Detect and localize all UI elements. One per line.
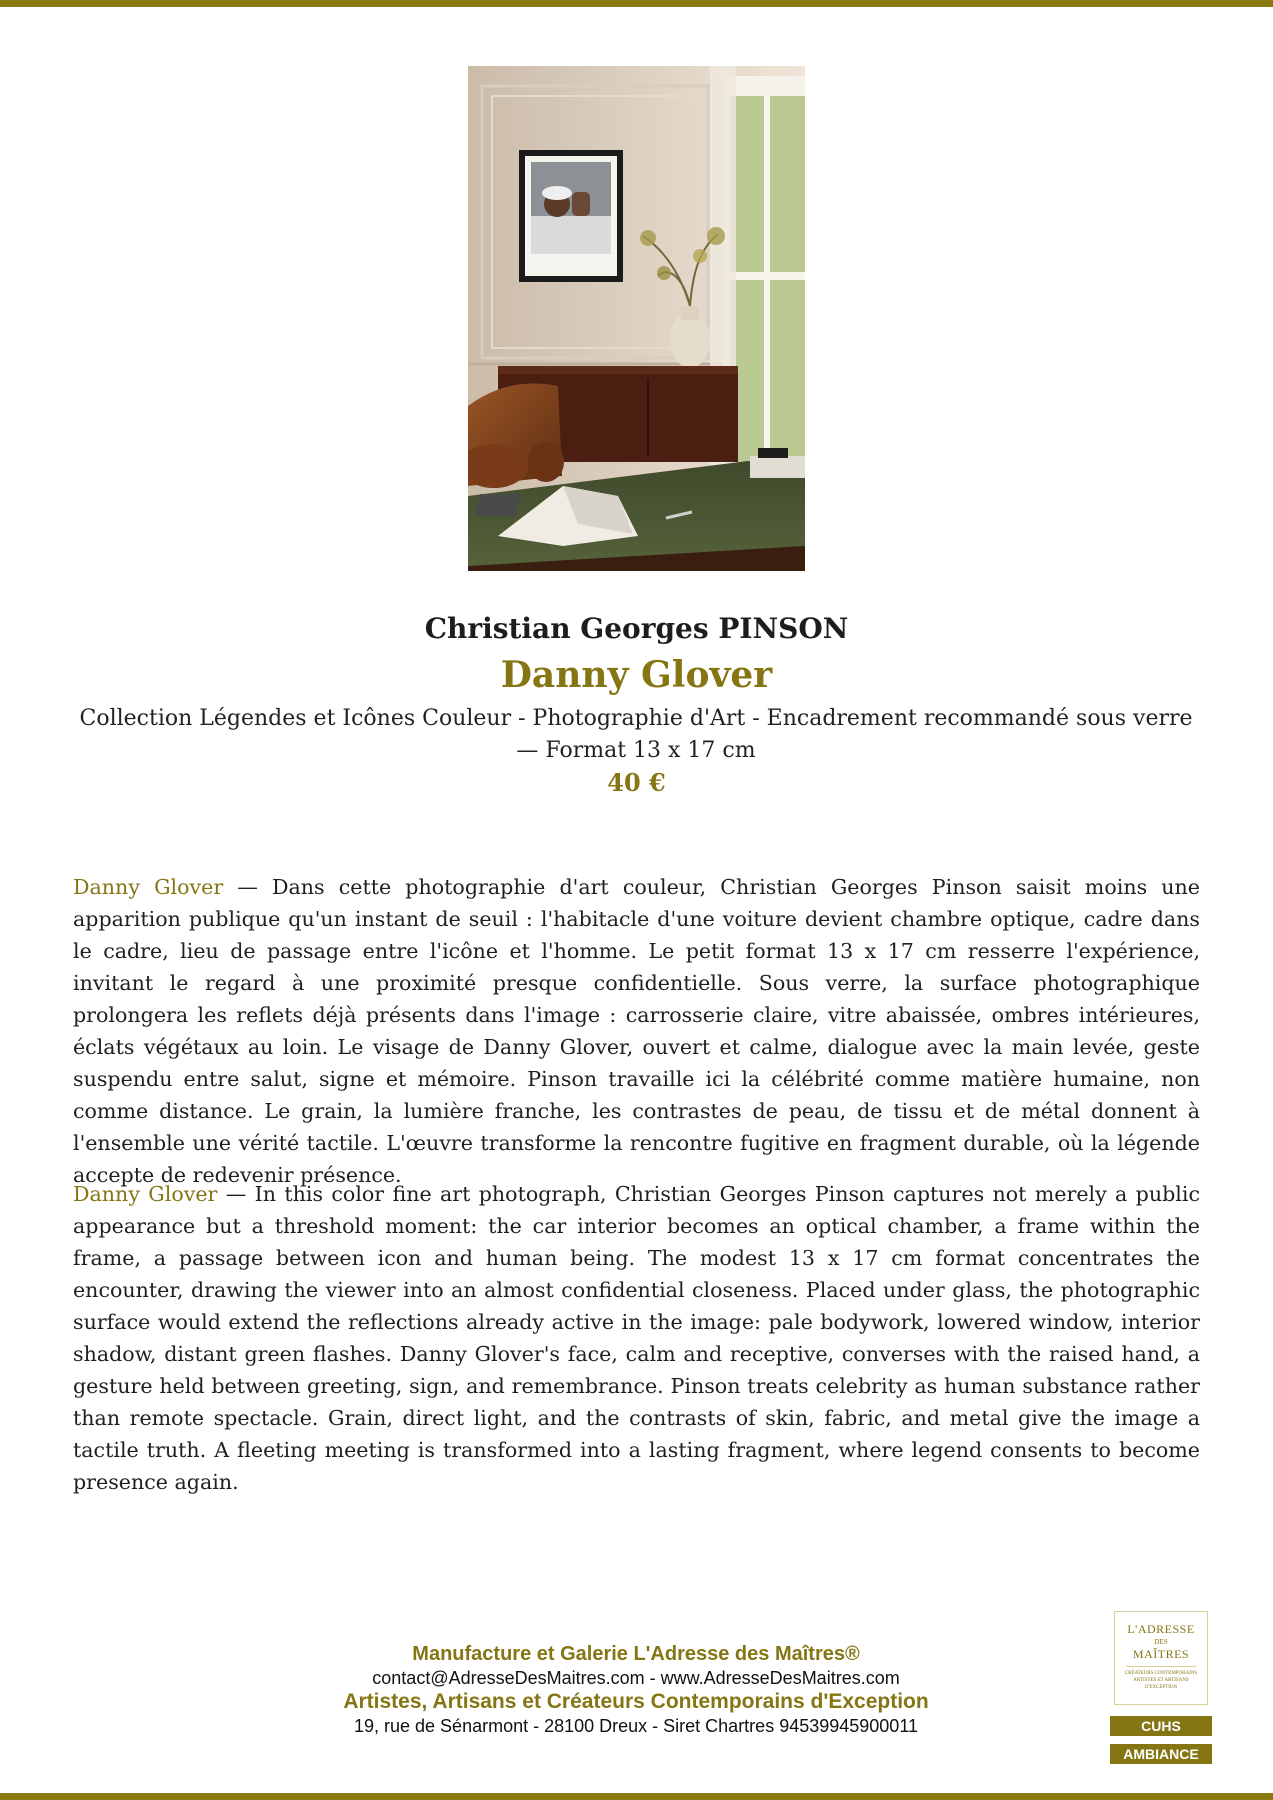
artwork-title: Danny Glover bbox=[500, 654, 773, 696]
artist-name: Christian Georges PINSON bbox=[424, 612, 849, 645]
top-border-bar bbox=[0, 0, 1273, 7]
artwork-price: 40 € bbox=[607, 768, 666, 797]
footer-gallery-name: Manufacture et Galerie L'Adresse des Maîtres® bbox=[412, 1643, 860, 1665]
bottom-border-bar bbox=[0, 1793, 1273, 1800]
logo-line-3: MAÎTRES bbox=[1132, 1647, 1190, 1661]
badge-ambiance: AMBIANCE bbox=[1110, 1744, 1212, 1764]
artwork-description: Collection Légendes et Icônes Couleur - Photographie d'Art - Encadrement recommandé sous verre — Format 13 x 17 cm bbox=[79, 706, 1193, 763]
paragraph-body-en: — In this color fine art photograph, Christian Georges Pinson captures not merely a public appearance but a threshold moment: the car interior becomes an optical chamber, a frame within the frame, a passage between icon and human being. The modest 13 x 17 cm format concentrates the encounter, drawing the viewer into an almost confidential closeness. Placed under glass, the photographic surface would extend the reflections already active in the image: pale bodywork, lowered window, interior shadow, distant green flashes. Danny Glover's face, calm and receptive, converses with the raised hand, a gesture held between greeting, sign, and remembrance. Pinson treats celebrity as human substance rather than remote spectacle. Grain, direct light, and the contrasts of skin, fabric, and metal give the image a tactile truth. A fleeting meeting is transformed into a lasting fragment, where legend consents to become presence again. bbox=[73, 1182, 1200, 1494]
logo-divider bbox=[1126, 1666, 1196, 1667]
footer bbox=[236, 1642, 1036, 1738]
paragraph-body-fr: — Dans cette photographie d'art couleur, Christian Georges Pinson saisit moins une apparition publique qu'un instant de seuil : l'habitacle d'une voiture devient chambre optique, cadre dans le cadre, lieu de passage entre l'icône et l'homme. Le petit format 13 x 17 cm resserre l'expérience, invitant le regard à une proximité presque confidentielle. Sous verre, la surface photographique prolongera les reflets déjà présents dans l'image : carrosserie claire, vitre abaissée, ombres intérieures, éclats végétaux au loin. Le visage de Danny Glover, ouvert et calme, dialogue avec la main levée, geste suspendu entre salut, signe et mémoire. Pinson travaille ici la célébrité comme matière humaine, non comme distance. Le grain, la lumière franche, les contrastes de peau, de tissu et de métal donnent à l'ensemble une vérité tactile. L'œuvre transforme la rencontre fugitive en fragment durable, où la légende accepte de redevenir présence. bbox=[73, 875, 1200, 1187]
artwork-photo bbox=[468, 66, 805, 571]
description-paragraph-fr bbox=[73, 871, 1200, 1191]
footer-tagline: Artistes, Artisans et Créateurs Contemporains d'Exception bbox=[343, 1690, 929, 1713]
logo-line-2: DES bbox=[1154, 1638, 1168, 1646]
logo-line-4: CRÉATEURS CONTEMPORAINS ARTISTES ET ARTISANS D'EXCEPTION bbox=[1124, 1671, 1198, 1690]
badge-cuhs: CUHS bbox=[1110, 1716, 1212, 1736]
paragraph-lead-en: Danny Glover bbox=[73, 1182, 218, 1206]
logo-line-1: L'ADRESSE bbox=[1127, 1622, 1195, 1636]
gallery-logo bbox=[1114, 1611, 1208, 1705]
footer-contact[interactable]: contact@AdresseDesMaitres.com - www.AdresseDesMaitres.com bbox=[372, 1668, 900, 1688]
paragraph-lead-fr: Danny Glover bbox=[73, 875, 224, 899]
footer-address: 19, rue de Sénarmont - 28100 Dreux - Siret Chartres 94539945900011 bbox=[353, 1716, 919, 1736]
description-paragraph-en bbox=[73, 1178, 1200, 1498]
